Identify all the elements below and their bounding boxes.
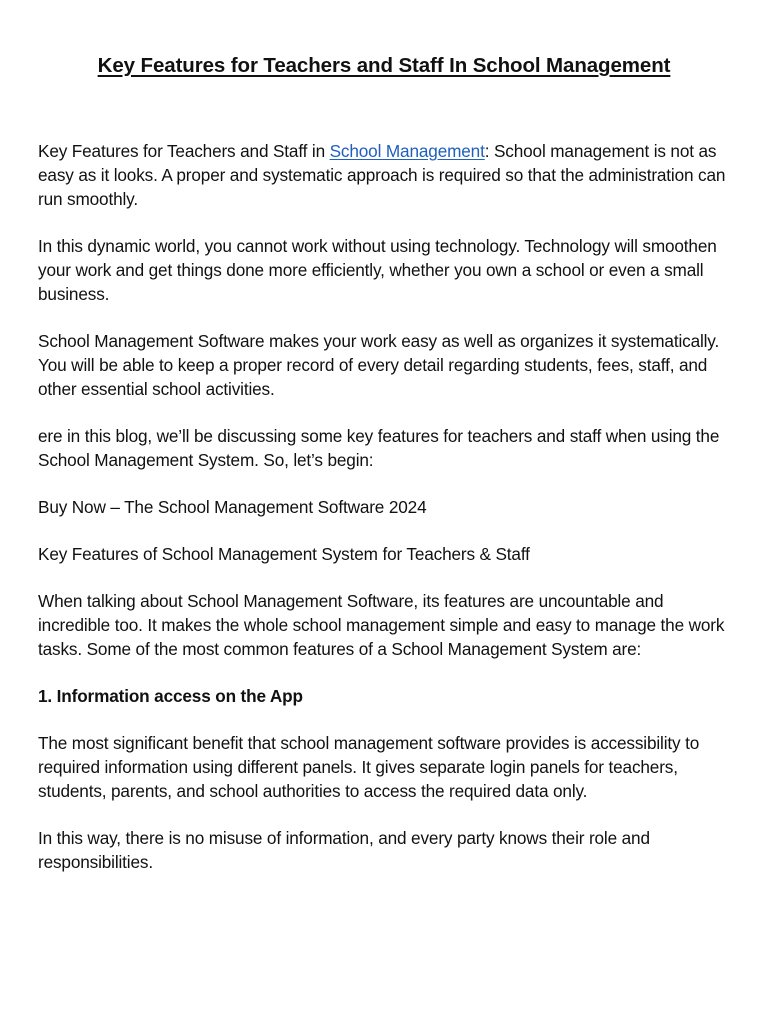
section-heading-information-access: 1. Information access on the App bbox=[38, 686, 303, 706]
paragraph-information-access: The most significant benefit that school management software provides is accessibility to required information using different panels. It gives separate login panels for teachers, students, parents, and school authorities to access the required data only. bbox=[38, 733, 700, 801]
intro-prefix: Key Features for Teachers and Staff in bbox=[38, 141, 330, 161]
intro-suffix: : School management is not as easy as it looks. A proper and systematic approach is required so that the administration can run smoothly. bbox=[38, 141, 726, 209]
document-body bbox=[38, 139, 738, 897]
paragraph-misuse: In this way, there is no misuse of information, and every party knows their role and responsibilities. bbox=[38, 828, 650, 872]
paragraph-buy-now: Buy Now – The School Management Software 2024 bbox=[38, 497, 427, 517]
paragraph-features-overview: When talking about School Management Software, its features are uncountable and incredible too. It makes the whole school management simple and easy to manage the work tasks. Some of the most common features of a School Management System are: bbox=[38, 591, 725, 659]
paragraph-technology: In this dynamic world, you cannot work without using technology. Technology will smoothen your work and get things done more efficiently, whether you own a school or even a small business. bbox=[38, 236, 717, 304]
school-management-link[interactable]: School Management bbox=[329, 141, 485, 161]
document-title: Key Features for Teachers and Staff In School Management bbox=[97, 54, 671, 77]
paragraph-key-features-title: Key Features of School Management System for Teachers & Staff bbox=[38, 544, 530, 564]
paragraph-blog-intro: ere in this blog, we’ll be discussing some key features for teachers and staff when using the School Management System. So, let’s begin: bbox=[38, 426, 720, 470]
paragraph-software-benefits: School Management Software makes your work easy as well as organizes it systematically. You will be able to keep a proper record of every detail regarding students, fees, staff, and other essential school activities. bbox=[38, 331, 720, 399]
intro-paragraph bbox=[38, 139, 738, 211]
